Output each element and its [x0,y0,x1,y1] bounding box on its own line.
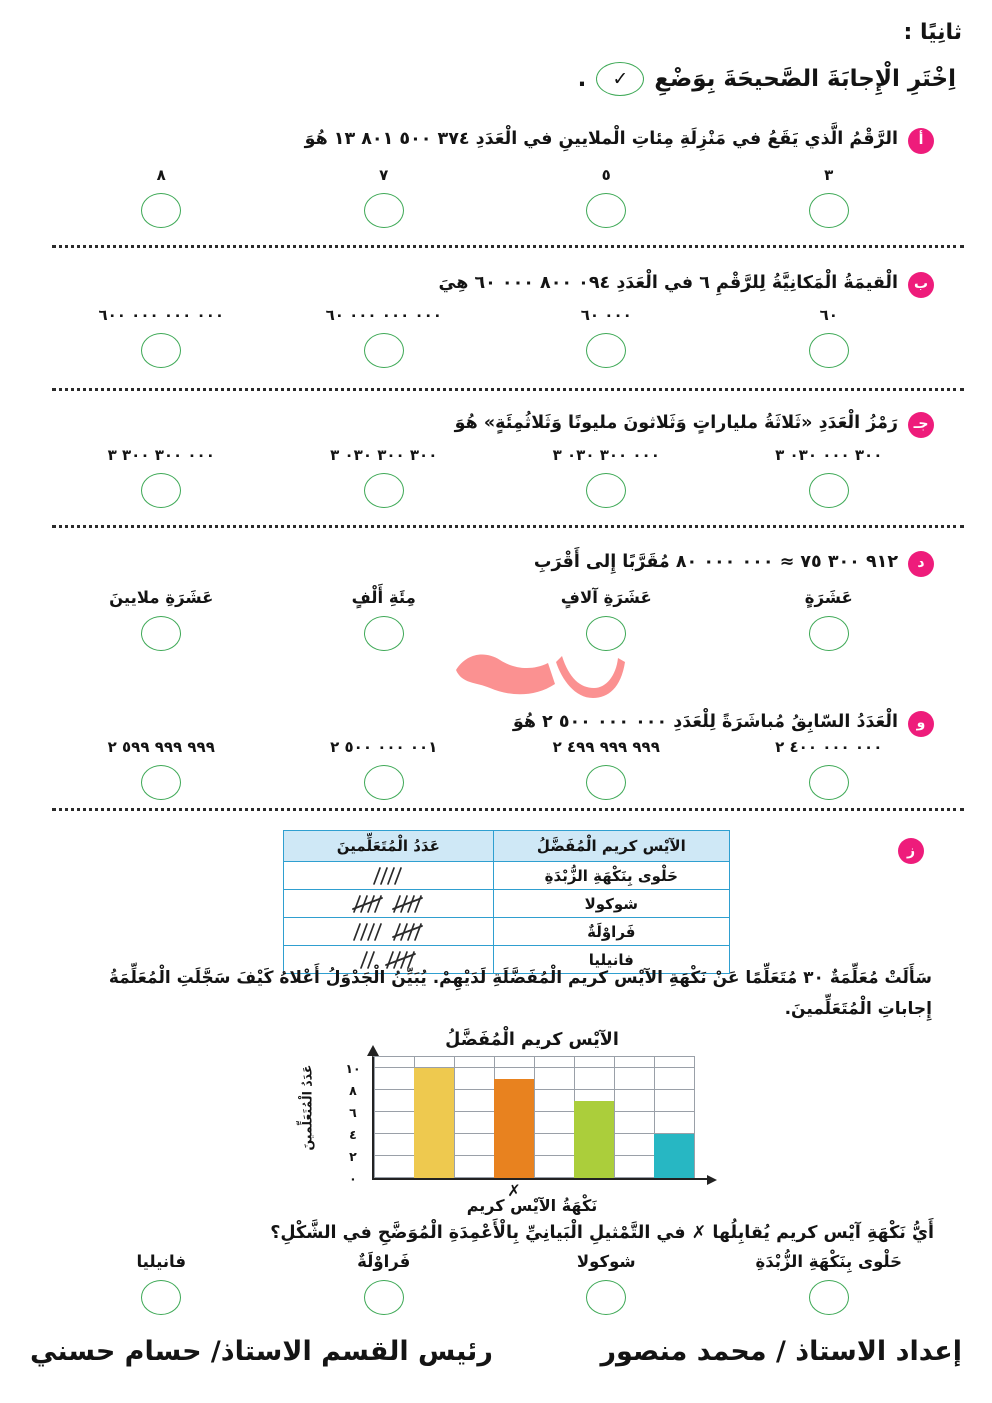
question-d-text: ٧٥ ٣٠٠ ٩١٢ ≈ ٨٠ ٠٠٠ ٠٠٠ مُقَرَّبًا إِلى أَقْرَبِ [533,552,898,572]
instruction-text: اِخْتَرِ الْإِجابَةَ الصَّحيحَةَ بِوَضْعِ [654,66,956,92]
question-a-text: الرَّقْمُ الَّذي يَقَعُ في مَنْزِلَةِ مِئاتِ الْملايينِ في الْعَدَدِ ١٣ ٨٠١ ٥٠٠ ٣٧٤ هُوَ [304,129,898,149]
question-w-text: الْعَدَدُ السّابِقُ مُباشَرَةً لِلْعَدَدِ ٢ ٥٠٠ ٠٠٠ ٠٠٠ هُوَ [512,712,898,732]
answer-option [273,446,496,508]
option-label: ٣ ٠٣٠ ٣٠٠ ٠٠٠ [552,446,660,464]
chart-title: الآيْس كريم الْمُفَضَّلُ [445,1030,619,1050]
y-tick-label: ٨ [349,1083,357,1098]
option-label: ٦٠ ٠٠٠ ٠٠٠ ٠٠٠ [325,306,442,324]
question-z-badge: ز [898,838,924,864]
answer-option [495,166,718,228]
option-label: ٦٠ [819,306,838,324]
answer-circle[interactable] [364,616,404,651]
option-label: فَراوْلَةٌ [357,1252,411,1271]
option-label: ٣ [824,166,834,184]
flavor-cell: فانيليا [493,946,729,974]
table-row [284,890,730,918]
question-a-badge: أ [908,128,934,154]
option-label: ٢ ٥٩٩ ٩٩٩ ٩٩٩ [107,738,215,756]
answer-option [273,166,496,228]
answer-option [718,1252,941,1315]
y-tick-label: ٢ [349,1149,357,1164]
footer [0,1336,992,1367]
question-d [40,549,934,577]
option-label: ٣ ٣٠٠ ٣٠٠ ٠٠٠ [107,446,215,464]
option-label: مِئَةِ أَلْفٍ [351,588,416,607]
flavor-cell: فَراوْلَةٌ [493,918,729,946]
question-z-options [50,1252,940,1315]
table-header-flavor: الآيْس كريم الْمُفَضَّلُ [493,831,729,862]
question-z-text-line [40,1220,934,1247]
question-b [40,270,934,298]
check-circle [596,62,644,96]
answer-circle[interactable] [809,193,849,228]
answer-option [50,166,273,228]
tally-group-icon [371,866,405,886]
answer-option [495,588,718,651]
table-row [284,862,730,890]
answer-circle[interactable] [809,1280,849,1315]
question-d-badge: د [908,551,934,577]
answer-option [495,1252,718,1315]
tally-group-icon [351,894,385,914]
option-label: عَشَرَةِ آلافٍ [560,588,652,607]
watermark-shape [448,646,628,704]
question-c-text: رَمْزُ الْعَدَدِ «ثَلاثَةُ ملياراتٍ وَثَلاثونَ مليونًا وَثَلاثُمِئَةٍ» هُوَ [454,413,898,433]
answer-circle[interactable] [809,473,849,508]
answer-circle[interactable] [141,616,181,651]
flavor-table-body [284,862,730,974]
question-w [40,709,934,737]
answer-option [495,306,718,368]
answer-option [718,738,941,800]
option-label: ٢ ٥٠٠ ٠٠٠ ٠٠١ [330,738,438,756]
option-label: شوكولا [576,1252,636,1271]
question-c [40,410,934,438]
option-label: ٦٠ ٠٠٠ [580,306,632,324]
intro-paragraph: سَأَلَتْ مُعَلِّمَةٌ ٣٠ مُتَعَلِّمًا عَنْ نَكْهَةِ الآيْس كريم الْمُفَضَّلَةِ لَدَيْهِمْ. يُبَيِّنُ الْجَدْوَلُ أَعْلاهُ كَيْفَ سَجَّلَتِ الْمُعَلِّمَةُ إِجاباتِ الْمُتَعَلِّمينَ. [108,968,932,1020]
answer-circle[interactable] [809,333,849,368]
table-header-row [284,831,730,862]
flavor-table [283,830,730,974]
answer-circle[interactable] [586,193,626,228]
option-label: ٦٠٠ ٠٠٠ ٠٠٠ ٠٠٠ [98,306,225,324]
y-tick-label: ٦ [349,1105,357,1120]
option-label: ٨ [156,166,166,184]
answer-circle[interactable] [364,473,404,508]
answer-option [50,588,273,651]
answer-circle[interactable] [364,193,404,228]
bar-chart-plot [345,1056,695,1200]
answer-circle[interactable] [586,765,626,800]
tally-group-icon [351,922,385,942]
answer-circle[interactable] [586,1280,626,1315]
table-header-count: عَدَدُ الْمُتَعَلِّمينَ [284,831,494,862]
x-axis-label: نَكْهَةُ الآيْس كريم [466,1196,598,1215]
answer-circle[interactable] [364,1280,404,1315]
instruction-period: . [577,66,587,92]
tally-cell [284,890,494,918]
answer-circle[interactable] [141,1280,181,1315]
tally-group-icon [391,894,425,914]
footer-department-head: رئيس القسم الاستاذ/ حسام حسني [30,1336,493,1367]
option-label: ٢ ٤٩٩ ٩٩٩ ٩٩٩ [552,738,660,756]
question-c-options [50,446,940,508]
answer-option [495,446,718,508]
answer-option [495,738,718,800]
table-row [284,918,730,946]
answer-option [273,306,496,368]
question-w-badge: و [908,711,934,737]
tally-group-icon [391,922,425,942]
question-z-text: أَيُّ نَكْهَةِ آيْس كريم يُقابِلُها ✗ في التَّمْثيلِ الْبَيانِيِّ بِالْأَعْمِدَةِ الْمُوَضَّحِ في الشَّكْلِ؟ [270,1223,934,1243]
tally-cell [284,918,494,946]
flavor-cell: حَلْوى بِنَكْهَةِ الزُّبْدَةِ [493,862,729,890]
y-tick-label: ٠ [349,1171,357,1186]
instruction-line [578,62,956,96]
option-label: عَشَرَةٍ [804,588,853,607]
answer-option [50,1252,273,1315]
dotted-separator [52,808,964,811]
x-marker: ✗ [507,1181,521,1200]
y-axis-label: عَدَدُ الْمُتَعَلِّمينَ [299,1064,315,1151]
chart-bar [414,1068,454,1178]
footer-prepared-by: إعداد الاستاذ / محمد منصور [600,1336,962,1367]
chart-bar [654,1134,694,1178]
option-label: ٧ [379,166,389,184]
option-label: ٢ ٤٠٠ ٠٠٠ ٠٠٠ [775,738,883,756]
dotted-separator [52,245,964,248]
check-icon: ✓ [612,68,629,90]
question-a [40,126,934,154]
tally-cell [284,862,494,890]
option-label: فانيليا [136,1252,187,1271]
dotted-separator [52,525,964,528]
answer-option [718,166,941,228]
question-w-options [50,738,940,800]
option-label: ٥ [601,166,611,184]
option-label: عَشَرَةِ ملايينَ [109,588,214,607]
dotted-separator [52,388,964,391]
x-axis-arrow-icon [707,1175,717,1185]
chart-bar [574,1101,614,1178]
answer-option [718,588,941,651]
answer-circle[interactable] [364,333,404,368]
question-b-text: الْقيمَةُ الْمَكانِيَّةُ لِلرَّقْمِ ٦ في الْعَدَدِ ٦٠ ٠٠٠ ٨٠٠ ٠٩٤ هِيَ [438,273,898,293]
y-tick-label: ١٠ [345,1061,361,1076]
answer-circle[interactable] [586,473,626,508]
question-b-options [50,306,940,368]
y-tick-label: ٤ [349,1127,357,1142]
answer-option [50,306,273,368]
question-c-badge: جـ [908,412,934,438]
flavor-cell: شوكولا [493,890,729,918]
answer-option [273,1252,496,1315]
answer-circle[interactable] [809,616,849,651]
chart-bar [494,1079,534,1178]
section-label: ثانِيًا : [903,20,962,45]
answer-circle[interactable] [141,193,181,228]
answer-option [718,446,941,508]
answer-circle[interactable] [364,765,404,800]
answer-option [50,446,273,508]
answer-option [273,738,496,800]
y-axis-arrow-icon [367,1045,379,1056]
answer-circle[interactable] [586,616,626,651]
answer-option [273,588,496,651]
option-label: ٣ ٠٣٠ ٠٠٠ ٣٠٠ [775,446,883,464]
option-label: ٣ ٠٣٠ ٣٠٠ ٣٠٠ [330,446,438,464]
answer-circle[interactable] [809,765,849,800]
answer-circle[interactable] [586,333,626,368]
question-d-options [50,588,940,651]
answer-circle[interactable] [141,765,181,800]
answer-option [718,306,941,368]
answer-circle[interactable] [141,473,181,508]
question-b-badge: ب [908,272,934,298]
answer-circle[interactable] [141,333,181,368]
question-a-options [50,166,940,228]
answer-option [50,738,273,800]
option-label: حَلْوى بِنَكْهَةِ الزُّبْدَةِ [755,1252,903,1271]
